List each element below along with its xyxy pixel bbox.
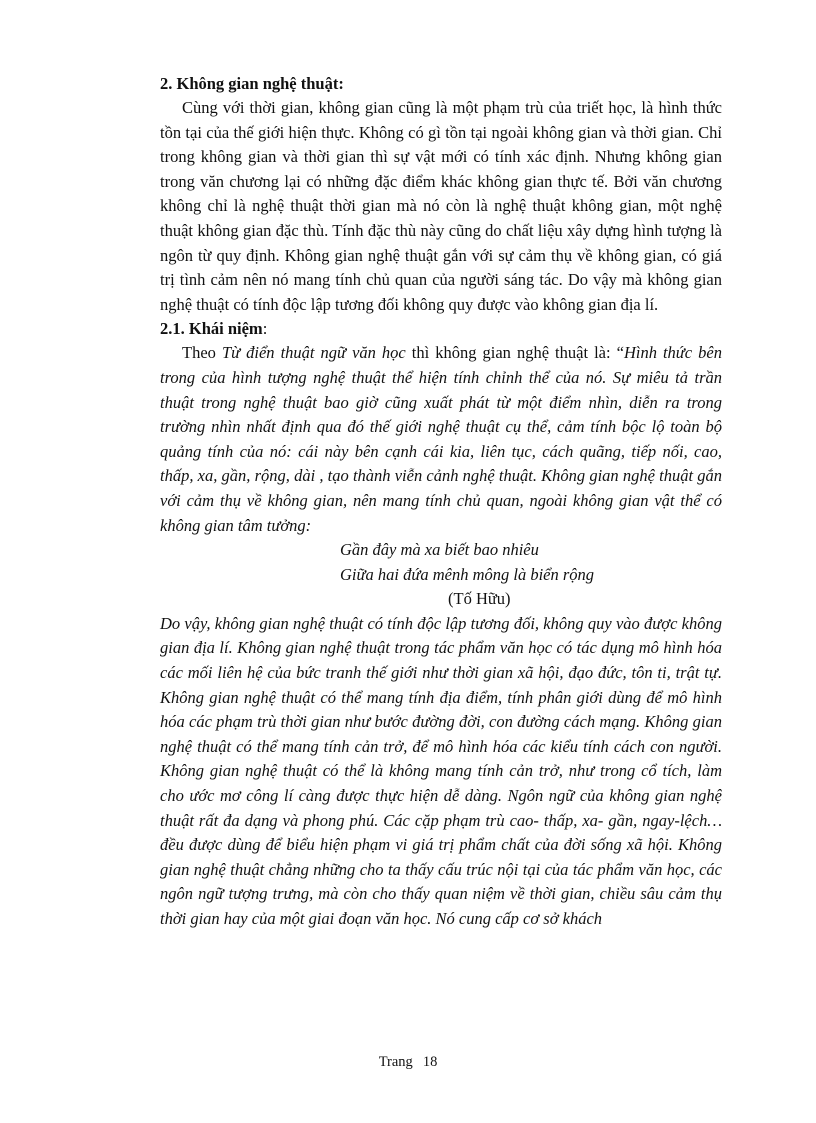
page-body [160,72,722,932]
section-heading: 2. Không gian nghệ thuật: [160,74,344,93]
subsection-heading-text: 2.1. Khái niệm [160,319,263,339]
verse-author: (Tố Hữu) [448,589,511,609]
definition-paragraph [160,341,722,538]
subsection-heading [160,317,722,341]
subsection-heading-colon: : [262,319,268,339]
verse-line-1: Gần đây mà xa biết bao nhiêu [340,540,539,560]
page-number: 18 [422,1054,438,1070]
page-footer [0,1054,816,1071]
definition-quote: Hình thức bên trong của hình tượng nghệ thuật thể hiện tính chỉnh thể của nó. Sự miêu tả trần thuật trong nghệ thuật bao giờ cũng xuất phát từ một điểm nhìn, diễn ra trong trường nhìn nhất định qua đó thế giới nghệ thuật cụ thể, cảm tính bộc lộ toàn bộ quảng tính của nó: cái này bên cạnh cái kia, liên tục, cách quãng, tiếp nối, cao, thấp, xa, gần, rộng, dài , tạo thành viễn cảnh nghệ thuật. Không gian nghệ thuật gắn với cảm thụ về không gian, nên mang tính chủ quan, ngoài không gian vật thể có không gian tâm tưởng: [160,343,722,535]
footer-label: Trang [378,1054,413,1070]
definition-prefix: Theo [182,343,222,363]
definition-mid: thì không gian nghệ thuật là: “ [405,343,624,363]
conclusion-paragraph: Do vậy, không gian nghệ thuật có tính độc lập tương đối, không quy vào được không gian địa lí. Không gian nghệ thuật trong tác phẩm văn học có tác dụng mô hình hóa các mối liên hệ của bức tranh thế giới như thời gian xã hội, đạo đức, tôn ti, trật tự. Không gian nghệ thuật có thể mang tính địa điểm, tính phân giới dùng để mô hình hóa các phạm trù thời gian như bước đường đời, con đường cách mạng. Không gian nghệ thuật có thể mang tính cản trở, để mô hình hóa các kiểu tính cách con người. Không gian nghệ thuật có thể là không mang tính cản trở, như trong cổ tích, làm cho ước mơ công lí càng được thực hiện dễ dàng. Ngôn ngữ của không gian nghệ thuật rất đa dạng và phong phú. Các cặp phạm trù cao- thấp, xa- gần, ngay-lệch…đều được dùng để biểu hiện phạm vi giá trị phẩm chất của đời sống xã hội. Không gian nghệ thuật chẳng những cho ta thấy cấu trúc nội tại của tác phẩm văn học, các ngôn ngữ tượng trưng, mà còn cho thấy quan niệm về thời gian, chiều sâu cảm thụ thời gian hay của một giai đoạn văn học. Nó cung cấp cơ sở khách [160,613,722,928]
verse-line-2: Giữa hai đứa mênh mông là biển rộng [340,564,595,584]
definition-source: Từ điển thuật ngữ văn học [221,343,406,363]
intro-paragraph: Cùng với thời gian, không gian cũng là một phạm trù của triết học, là hình thức tồn tại của thế giới hiện thực. Không có gì tồn tại ngoài không gian và thời gian. Chỉ trong không gian và thời gian thì sự vật mới có tính xác định. Nhưng không gian trong văn chương lại có những đặc điểm khác không gian thực tế. Bởi văn chương không chỉ là nghệ thuật thời gian mà nó còn là nghệ thuật không gian, một nghệ thuật không gian đặc thù. Tính đặc thù này cũng do chất liệu xây dựng hình tượng là ngôn từ quy định. Không gian nghệ thuật gắn với sự cảm thụ về không gian, có giá trị tình cảm nên nó mang tính chủ quan của người sáng tác. Do vậy mà không gian nghệ thuật có tính độc lập tương đối không quy được vào không gian địa lí. [160,98,722,314]
